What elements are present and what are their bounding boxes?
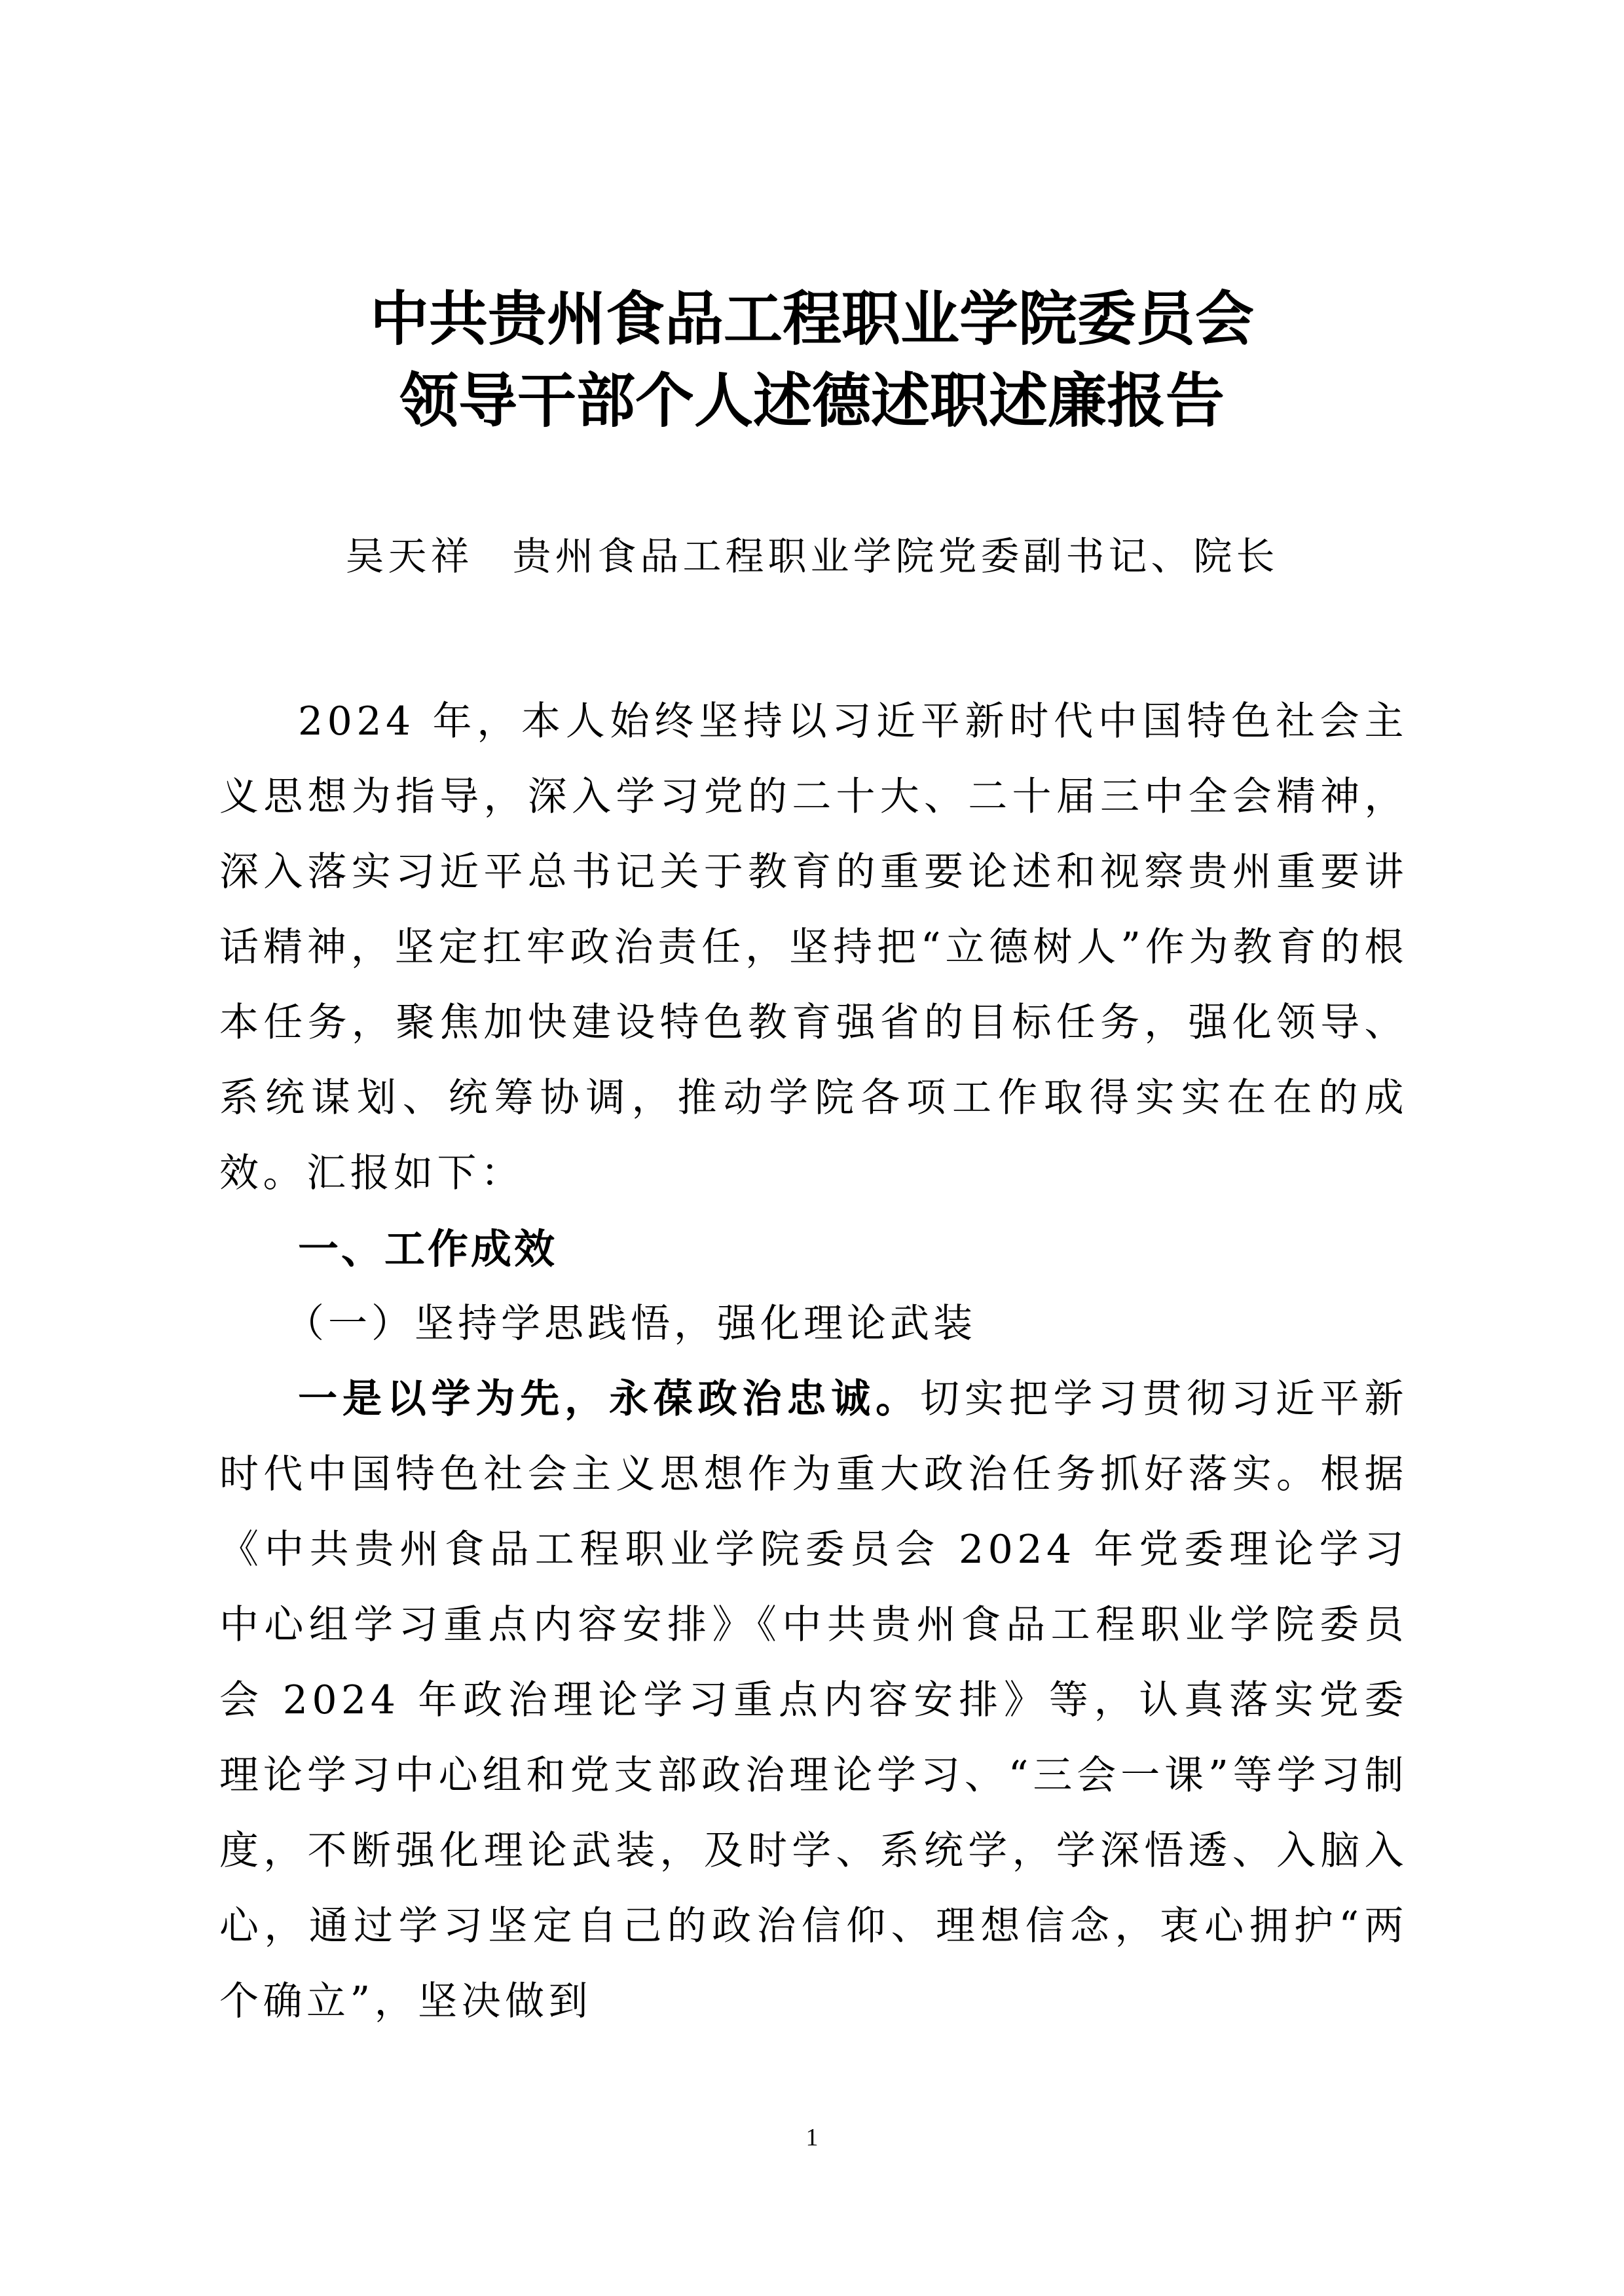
- author-line: [0, 530, 1624, 583]
- point-1-text: 切实把学习贯彻习近平新时代中国特色社会主义思想作为重大政治任务抓好落实。根据《中共贵州食品工程职业学院委员会 2024 年党委理论学习中心组学习重点内容安排》《中共贵州食品工程职业学院委员会 2024 年政治理论学习重点内容安排》等，认真落实党委理论学习中心组和党支部政治理论学习、“三会一课”等学习制度，不断强化理论武装，及时学、系统学，学深悟透、入脑入心，通过学习坚定自己的政治信仰、理想信念，衷心拥护“两个确立”，坚决做到: [219, 1376, 1409, 2024]
- page-title: [0, 278, 1624, 442]
- title-line-2: 领导干部个人述德述职述廉报告: [399, 367, 1225, 435]
- point-1-lead: 一是以学为先，永葆政治忠诚。: [298, 1376, 920, 1422]
- subsection-heading-1: （一）坚持学思践悟，强化理论武装: [285, 1301, 976, 1347]
- point-1-paragraph: [219, 1362, 1408, 2039]
- document-body: [219, 684, 1408, 2039]
- author-position: 贵州食品工程职业学院党委副书记、院长: [512, 534, 1279, 579]
- author-name: 吴天祥: [345, 534, 473, 579]
- intro-paragraph: 2024 年，本人始终坚持以习近平新时代中国特色社会主义思想为指导，深入学习党的二十大、二十届三中全会精神，深入落实习近平总书记关于教育的重要论述和视察贵州重要讲话精神，坚定扛牢政治责任，坚持把“立德树人”作为教育的根本任务，聚焦加快建设特色教育强省的目标任务，强化领导、系统谋划、统筹协调，推动学院各项工作取得实实在在的成效。汇报如下：: [219, 699, 1408, 1196]
- section-heading-1: 一、工作成效: [298, 1225, 558, 1273]
- page-number: 1: [805, 2124, 819, 2151]
- title-line-1: 中共贵州食品工程职业学院委员会: [370, 285, 1254, 354]
